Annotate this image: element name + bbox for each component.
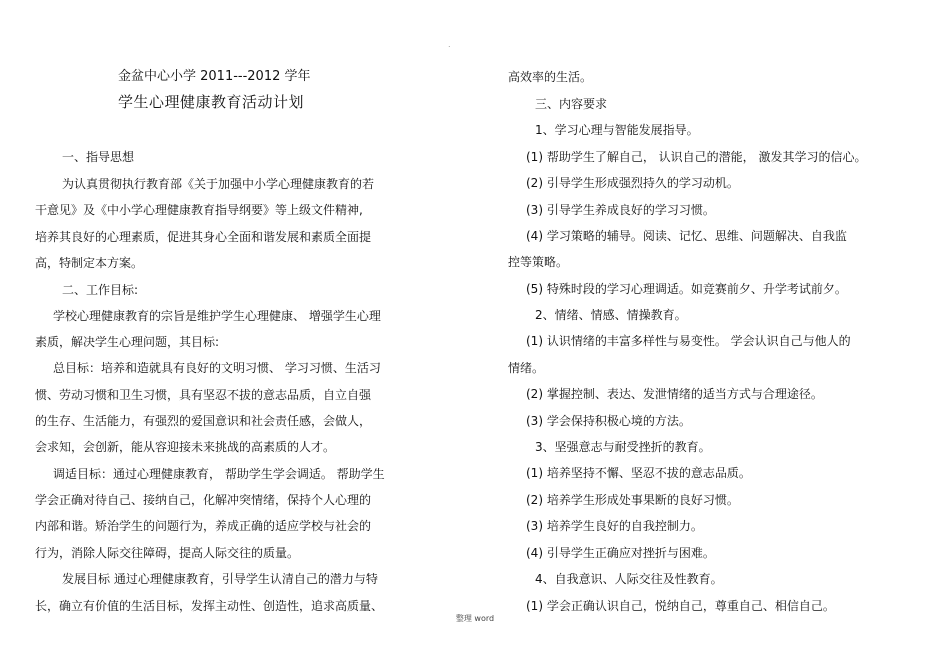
section-heading: 二、工作目标: — [62, 283, 139, 297]
paragraph-line: 素质，解决学生心理问题，其目标: — [35, 335, 220, 349]
list-item: (1) 认识情绪的丰富多样性与易变性。 学会认识自己与他人的 — [526, 334, 851, 348]
paragraph-line: 高效率的生活。 — [508, 70, 593, 84]
list-item: (4) 学习策略的辅导。阅读、记忆、思维、问题解决、自我监 — [526, 229, 847, 243]
paragraph-line: 学会正确对待自己、接纳自己，化解冲突情绪，保持个人心理的 — [35, 493, 372, 507]
list-item: (1) 帮助学生了解自己， 认识自己的潜能， 激发其学习的信心。 — [526, 150, 867, 164]
list-item: (2) 掌握控制、表达、发泄情绪的适当方式与合理途径。 — [526, 387, 823, 401]
top-mark: . — [448, 40, 451, 49]
subsection-heading: 4、自我意识、人际交往及性教育。 — [535, 572, 723, 586]
subsection-heading: 3、坚强意志与耐受挫折的教育。 — [535, 440, 711, 454]
paragraph-line: 高，特制定本方案。 — [35, 256, 144, 270]
page-footer: 整理 word — [455, 614, 495, 623]
list-item: (3) 培养学生良好的自我控制力。 — [526, 519, 703, 533]
list-item-continued: 情绪。 — [508, 361, 545, 375]
paragraph-line: 长，确立有价值的生活目标，发挥主动性、创造性，追求高质量、 — [35, 599, 384, 613]
paragraph-line: 会求知，会创新，能从容迎接未来挑战的高素质的人才。 — [35, 440, 336, 454]
paragraph-line: 行为，消除人际交往障碍，提高人际交往的质量。 — [35, 546, 300, 560]
list-item: (1) 培养坚持不懈、坚忍不拔的意志品质。 — [526, 466, 751, 480]
subsection-heading: 1、学习心理与智能发展指导。 — [535, 123, 699, 137]
school-year-header: 金盆中心小学 2011---2012 学年 — [118, 69, 311, 84]
paragraph-line: 的生存、生活能力，有强烈的爱国意识和社会责任感，会做人， — [35, 414, 372, 428]
paragraph-line: 学校心理健康教育的宗旨是维护学生心理健康、 增强学生心理 — [53, 309, 381, 323]
list-item-continued: 控等策略。 — [508, 255, 569, 269]
list-item: (2) 培养学生形成处事果断的良好习惯。 — [526, 493, 739, 507]
paragraph-line: 惯、劳动习惯和卫生习惯，具有坚忍不拔的意志品质，自立自强 — [35, 388, 372, 402]
paragraph-line: 发展目标 通过心理健康教育，引导学生认清自己的潜力与特 — [62, 572, 378, 586]
list-item: (3) 学会保持积极心境的方法。 — [526, 414, 691, 428]
list-item: (5) 特殊时段的学习心理调适。如竞赛前夕、升学考试前夕。 — [526, 282, 847, 296]
list-item: (2) 引导学生形成强烈持久的学习动机。 — [526, 176, 739, 190]
paragraph-line: 内部和谐。矫治学生的问题行为，养成正确的适应学校与社会的 — [35, 519, 372, 533]
list-item: (1) 学会正确认识自己，悦纳自己，尊重自己、相信自己。 — [526, 599, 835, 613]
paragraph-line: 培养其良好的心理素质，促进其身心全面和谐发展和素质全面提 — [35, 230, 372, 244]
paragraph-line: 总目标：培养和造就具有良好的文明习惯、 学习习惯、生活习 — [53, 361, 381, 375]
section-heading: 三、内容要求 — [535, 97, 608, 111]
subsection-heading: 2、情绪、情感、情操教育。 — [535, 308, 687, 322]
list-item: (4) 引导学生正确应对挫折与困难。 — [526, 546, 715, 560]
section-heading: 一、指导思想 — [62, 150, 135, 164]
document-title: 学生心理健康教育活动计划 — [118, 93, 305, 111]
list-item: (3) 引导学生养成良好的学习习惯。 — [526, 203, 715, 217]
paragraph-line: 为认真贯彻执行教育部《关于加强中小学心理健康教育的若 — [62, 177, 375, 191]
paragraph-line: 干意见》及《中小学心理健康教育指导纲要》等上级文件精神, — [35, 203, 363, 217]
paragraph-line: 调适目标：通过心理健康教育， 帮助学生学会调适。 帮助学生 — [53, 467, 385, 481]
